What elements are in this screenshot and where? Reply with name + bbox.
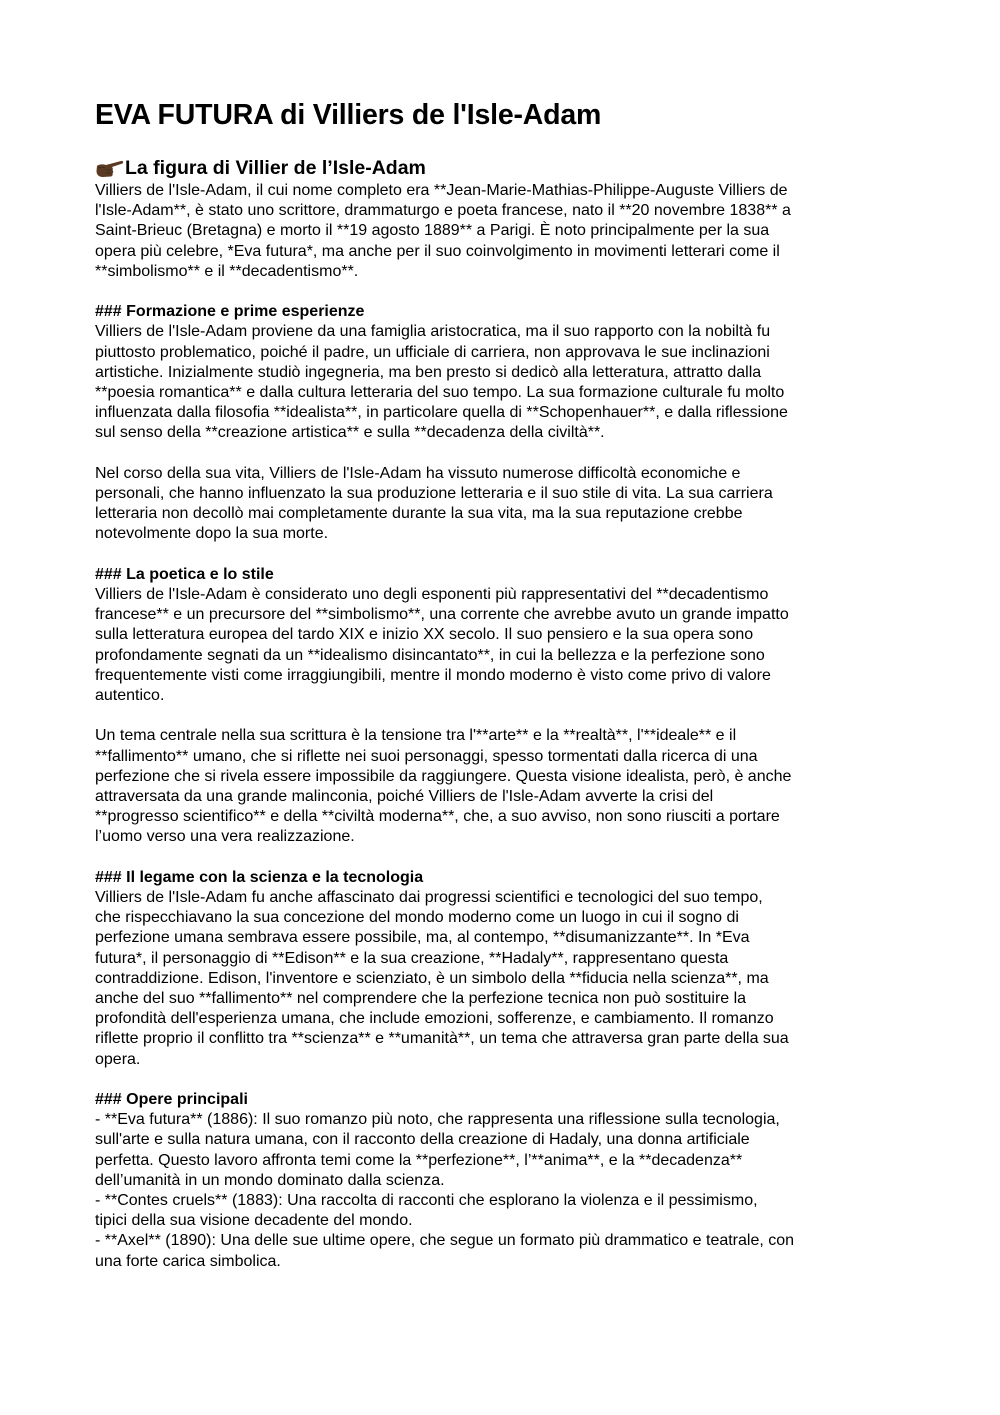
text-line: letteraria non decollò mai completamente durante la sua vita, ma la sua reputazione crebbe: [95, 505, 743, 523]
text-line: perfetta. Questo lavoro affronta temi come la **perfezione**, l’**anima**, e la **decadenza**: [95, 1151, 743, 1169]
text-line: personali, che hanno influenzato la sua produzione letteraria e il suo stile di vita. La sua carriera: [95, 485, 773, 503]
section-heading: [95, 155, 915, 181]
text-line: sull'arte e sulla natura umana, con il racconto della creazione di Hadaly, una donna artificiale: [95, 1131, 750, 1149]
text-line: perfezione che si rivela essere impossibile da raggiungere. Questa visione idealista, però, è anche: [95, 767, 792, 785]
text-line: Villiers de l'Isle-Adam è considerato uno degli esponenti più rappresentativi del **decadentismo: [95, 586, 769, 604]
text-line: contraddizione. Edison, l'inventore e scienziato, è un simbolo della **fiducia nella scienza**, ma: [95, 969, 769, 987]
text-line: attraversata da una grande malinconia, poiché Villiers de l'Isle-Adam avverte la crisi del: [95, 788, 714, 806]
text-line: riflette proprio il conflitto tra **scienza** e **umanità**, un tema che attraversa gran parte della sua: [95, 1030, 789, 1048]
text-line: dell’umanità in un mondo dominato dalla scienza.: [95, 1171, 445, 1189]
text-line: Un tema centrale nella sua scrittura è la tensione tra l'**arte** e la **realtà**, l'**ideale** e il: [95, 727, 737, 745]
text-line: artistiche. Inizialmente studiò ingegneria, ma ben presto si dedicò alla letteratura, attratto dalla: [95, 363, 762, 381]
opere-heading: ### Opere principali: [95, 1091, 248, 1109]
text-line: francese** e un precursore del **simbolismo**, una corrente che avrebbe avuto un grande impatto: [95, 606, 789, 624]
poetica-paragraph-2: [95, 726, 915, 847]
text-line: anche del suo **fallimento** nel comprendere che la perfezione tecnica non può sostituire la: [95, 990, 747, 1008]
opere-list: [95, 1110, 915, 1272]
text-line: **simbolismo** e il **decadentismo**.: [95, 262, 359, 280]
text-line: autentico.: [95, 687, 165, 705]
text-line: perfezione umana sembrava essere possibile, ma, al contempo, **disumanizzante**. In *Eva: [95, 929, 750, 947]
intro-paragraph: [95, 181, 915, 282]
text-line: che rispecchiavano la sua concezione del mondo moderno come un luogo in cui il sogno di: [95, 909, 739, 927]
text-line: una forte carica simbolica.: [95, 1252, 281, 1270]
text-line: futura*, il personaggio di **Edison** e la sua creazione, **Hadaly**, rappresentano questa: [95, 949, 729, 967]
text-line: sulla letteratura europea del tardo XIX e inizio XX secolo. Il suo pensiero e la sua opera sono: [95, 626, 754, 644]
text-line: l'Isle-Adam**, è stato uno scrittore, drammaturgo e poeta francese, nato il **20 novembre 1838** a: [95, 202, 791, 220]
text-line: **fallimento** umano, che si riflette nei suoi personaggi, spesso tormentati dalla ricerca di una: [95, 747, 758, 765]
text-line: **progresso scientifico** e della **civiltà moderna**, che, a suo avviso, non sono riusciti a portare: [95, 808, 780, 826]
formazione-heading: ### Formazione e prime esperienze: [95, 303, 365, 321]
text-line: notevolmente dopo la sua morte.: [95, 525, 329, 543]
list-item: - **Axel** (1890): Una delle sue ultime opere, che segue un formato più drammatico e teatrale, con: [95, 1232, 795, 1250]
text-line: profondità dell'esperienza umana, che include emozioni, sofferenze, e cambiamento. Il romanzo: [95, 1010, 774, 1028]
formazione-paragraph-2: [95, 464, 915, 545]
list-item: - **Eva futura** (1886): Il suo romanzo più noto, che rappresenta una riflessione sulla tecnologia,: [95, 1111, 780, 1129]
text-line: profondamente segnati da un **idealismo disincantato**, in cui la bellezza e la perfezione sono: [95, 646, 765, 664]
text-line: piuttosto problematico, poiché il padre, un ufficiale di carriera, non approvava le sue inclinazioni: [95, 343, 770, 361]
document-title: EVA FUTURA di Villiers de l'Isle-Adam: [95, 99, 602, 131]
text-line: opera più celebre, *Eva futura*, ma anche per il suo coinvolgimento in movimenti letterari come il: [95, 242, 780, 260]
text-line: frequentemente visti come irraggiungibili, mentre il mondo moderno è visto come privo di valore: [95, 666, 771, 684]
text-line: Nel corso della sua vita, Villiers de l'Isle-Adam ha vissuto numerose difficoltà economiche e: [95, 464, 741, 482]
text-line: sul senso della **creazione artistica** e sulla **decadenza della civiltà**.: [95, 424, 605, 442]
text-line: l’uomo verso una vera realizzazione.: [95, 828, 355, 846]
text-line: Villiers de l'Isle-Adam fu anche affascinato dai progressi scientifici e tecnologici del suo tempo,: [95, 889, 763, 907]
section-heading-text: La figura di Villier de l’Isle-Adam: [125, 157, 426, 179]
text-line: Villiers de l'Isle-Adam, il cui nome completo era **Jean-Marie-Mathias-Philippe-Auguste Villiers de: [95, 182, 788, 199]
poetica-heading: ### La poetica e lo stile: [95, 565, 274, 583]
scienza-heading: ### Il legame con la scienza e la tecnologia: [95, 868, 424, 886]
formazione-paragraph-1: [95, 322, 915, 443]
text-line: Saint-Brieuc (Bretagna) e morto il **19 agosto 1889** a Parigi. È noto principalmente per la sua: [95, 222, 770, 240]
text-line: opera.: [95, 1050, 141, 1068]
text-line: influenzata dalla filosofia **idealista**, in particolare quella di **Schopenhauer**, e dalla riflessione: [95, 404, 788, 422]
pointing-hand-icon: [95, 158, 124, 180]
scienza-paragraph: [95, 888, 915, 1070]
list-item: - **Contes cruels** (1883): Una raccolta di racconti che esplorano la violenza e il pessimismo,: [95, 1192, 758, 1210]
text-line: **poesia romantica** e dalla cultura letteraria del suo tempo. La sua formazione culturale fu molto: [95, 384, 785, 402]
document-page: [95, 96, 915, 1272]
text-line: Villiers de l'Isle-Adam proviene da una famiglia aristocratica, ma il suo rapporto con la nobiltà fu: [95, 323, 771, 341]
poetica-paragraph-1: [95, 585, 915, 706]
text-line: tipici della sua visione decadente del mondo.: [95, 1212, 413, 1230]
